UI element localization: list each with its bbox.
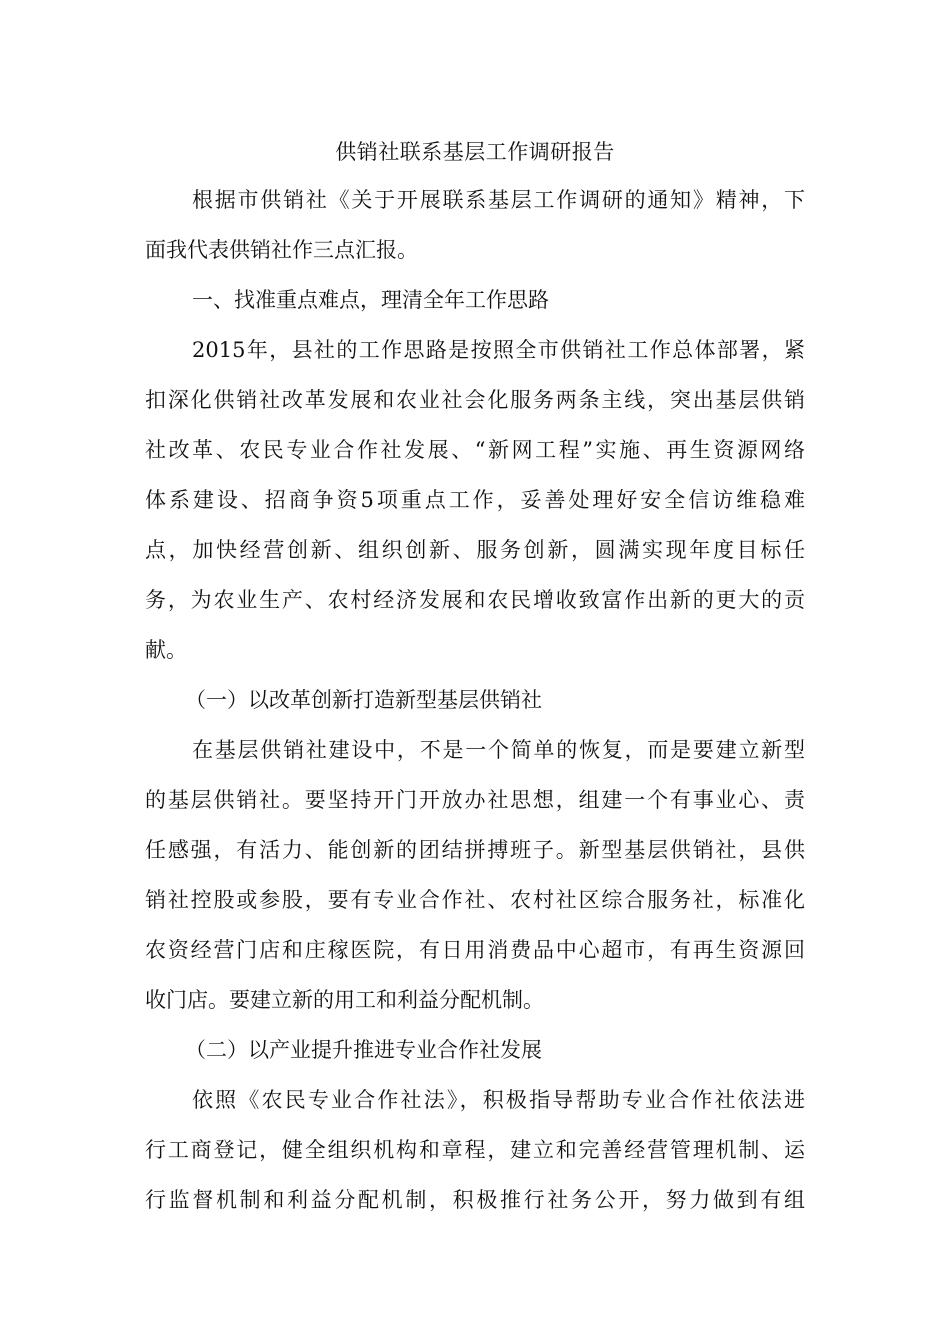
paragraph-line: 面我代表供销社作三点汇报。 (145, 238, 418, 262)
document-title: 供销社联系基层工作调研报告 (335, 140, 615, 164)
paragraph-line: 行工商登记，健全组织机构和章程，建立和完善经营管理机制、运 (145, 1138, 805, 1162)
paragraph-line: 行监督机制和利益分配机制，积极推行社务公开，努力做到有组 (145, 1188, 805, 1212)
paragraph-line: 依照《农民专业合作社法》，积极指导帮助专业合作社依法进 (192, 1088, 805, 1112)
paragraph-line: 点，加快经营创新、组织创新、服务创新，圆满实现年度目标任 (145, 538, 805, 562)
paragraph-line: 2015年，县社的工作思路是按照全市供销社工作总体部署，紧 (192, 338, 805, 362)
paragraph-line: 任感强，有活力、能创新的团结拼搏班子。新型基层供销社，县供 (145, 838, 805, 862)
paragraph-line: 社改革、农民专业合作社发展、“新网工程”实施、再生资源网络 (145, 438, 805, 462)
paragraph-line: 体系建设、招商争资5项重点工作，妥善处理好安全信访维稳难 (145, 488, 805, 512)
paragraph-line: 务，为农业生产、农村经济发展和农民增收致富作出新的更大的贡 (145, 588, 805, 612)
paragraph-line: 销社控股或参股，要有专业合作社、农村社区综合服务社，标准化 (145, 888, 805, 912)
paragraph-line: 献。 (145, 638, 187, 662)
section-heading: 一、找准重点难点，理清全年工作思路 (192, 288, 549, 312)
paragraph-line: 根据市供销社《关于开展联系基层工作调研的通知》精神，下 (192, 188, 805, 212)
paragraph-line: 扣深化供销社改革发展和农业社会化服务两条主线，突出基层供销 (145, 388, 805, 412)
paragraph-line: 收门店。要建立新的用工和利益分配机制。 (145, 988, 544, 1012)
subsection-heading: （二）以产业提升推进专业合作社发展 (185, 1038, 542, 1062)
paragraph-line: 农资经营门店和庄稼医院，有日用消费品中心超市，有再生资源回 (145, 938, 805, 962)
paragraph-line: 在基层供销社建设中，不是一个简单的恢复，而是要建立新型 (192, 738, 805, 762)
paragraph-line: 的基层供销社。要坚持开门开放办社思想，组建一个有事业心、责 (145, 788, 805, 812)
subsection-heading: （一）以改革创新打造新型基层供销社 (185, 688, 542, 712)
